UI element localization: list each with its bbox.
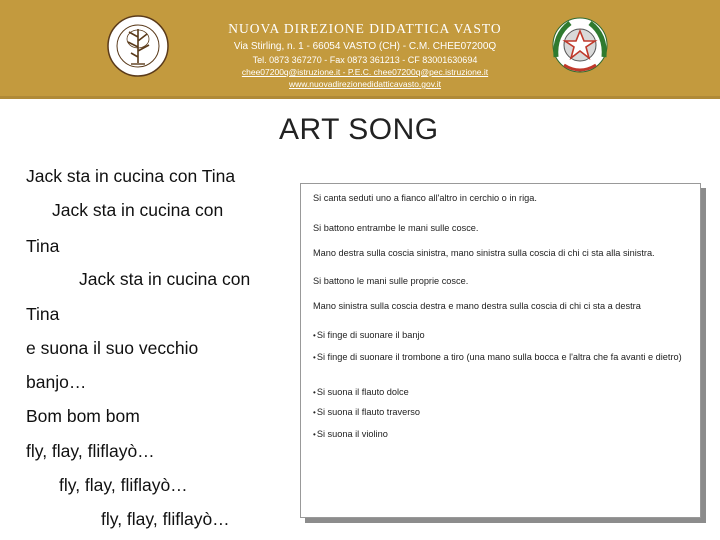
lyric-line: banjo… [26, 372, 87, 392]
lyric-line: Tina [26, 236, 60, 256]
school-website-link[interactable]: www.nuovadirezionedidatticavasto.gov.it [289, 79, 441, 89]
instruction-item: Si canta seduti uno a fianco all'altro in cerchio o in riga. [313, 193, 537, 203]
instruction-item: Si battono le mani sulle proprie cosce. [313, 276, 469, 286]
lyric-line: fly, flay, fliflayò… [59, 475, 188, 495]
instruction-item: • Si suona il flauto traverso [313, 405, 688, 420]
lyric-line: Bom bom bom [26, 406, 140, 426]
instruction-item: • Si suona il violino [313, 427, 688, 442]
italian-republic-emblem [550, 15, 610, 77]
instruction-item: Mano destra sulla coscia sinistra, mano sinistra sulla coscia di chi ci sta alla sinistra. [313, 248, 655, 258]
page-title: ART SONG [279, 113, 439, 146]
lyric-line: e suona il suo vecchio [26, 338, 199, 358]
instruction-item: Si battono entrambe le mani sulle cosce. [313, 223, 479, 233]
instruction-item: • Si finge di suonare il trombone a tiro (una mano sulla bocca e l'altra che fa avanti e dietro) [313, 350, 688, 365]
school-address: Via Stirling, n. 1 - 66054 VASTO (CH) - C.M. CHEE07200Q [233, 41, 497, 52]
school-emails[interactable]: chee07200q@istruzione.it - P.E.C. chee07200q@pec.istruzione.it [241, 67, 489, 77]
instruction-item: Mano sinistra sulla coscia destra e mano destra sulla coscia di chi ci sta a destra [313, 301, 641, 311]
lyric-line: fly, flay, fliflayò… [26, 441, 155, 461]
lyric-line: Jack sta in cucina con Tina [26, 166, 236, 186]
instruction-item: • Si finge di suonare il banjo [313, 328, 688, 343]
school-phone: Tel. 0873 367270 - Fax 0873 361213 - CF 83001630694 [252, 55, 478, 65]
instruction-item: • Si suona il flauto dolce [313, 385, 688, 400]
lyric-line: Jack sta in cucina con [79, 269, 251, 289]
lyric-line: Jack sta in cucina con [52, 200, 224, 220]
lyric-line: fly, flay, fliflayò… [101, 509, 230, 529]
school-seal-logo [107, 15, 169, 77]
header-divider [0, 96, 720, 99]
lyric-line: Tina [26, 304, 60, 324]
school-name: NUOVA DIREZIONE DIDATTICA VASTO [228, 21, 502, 36]
